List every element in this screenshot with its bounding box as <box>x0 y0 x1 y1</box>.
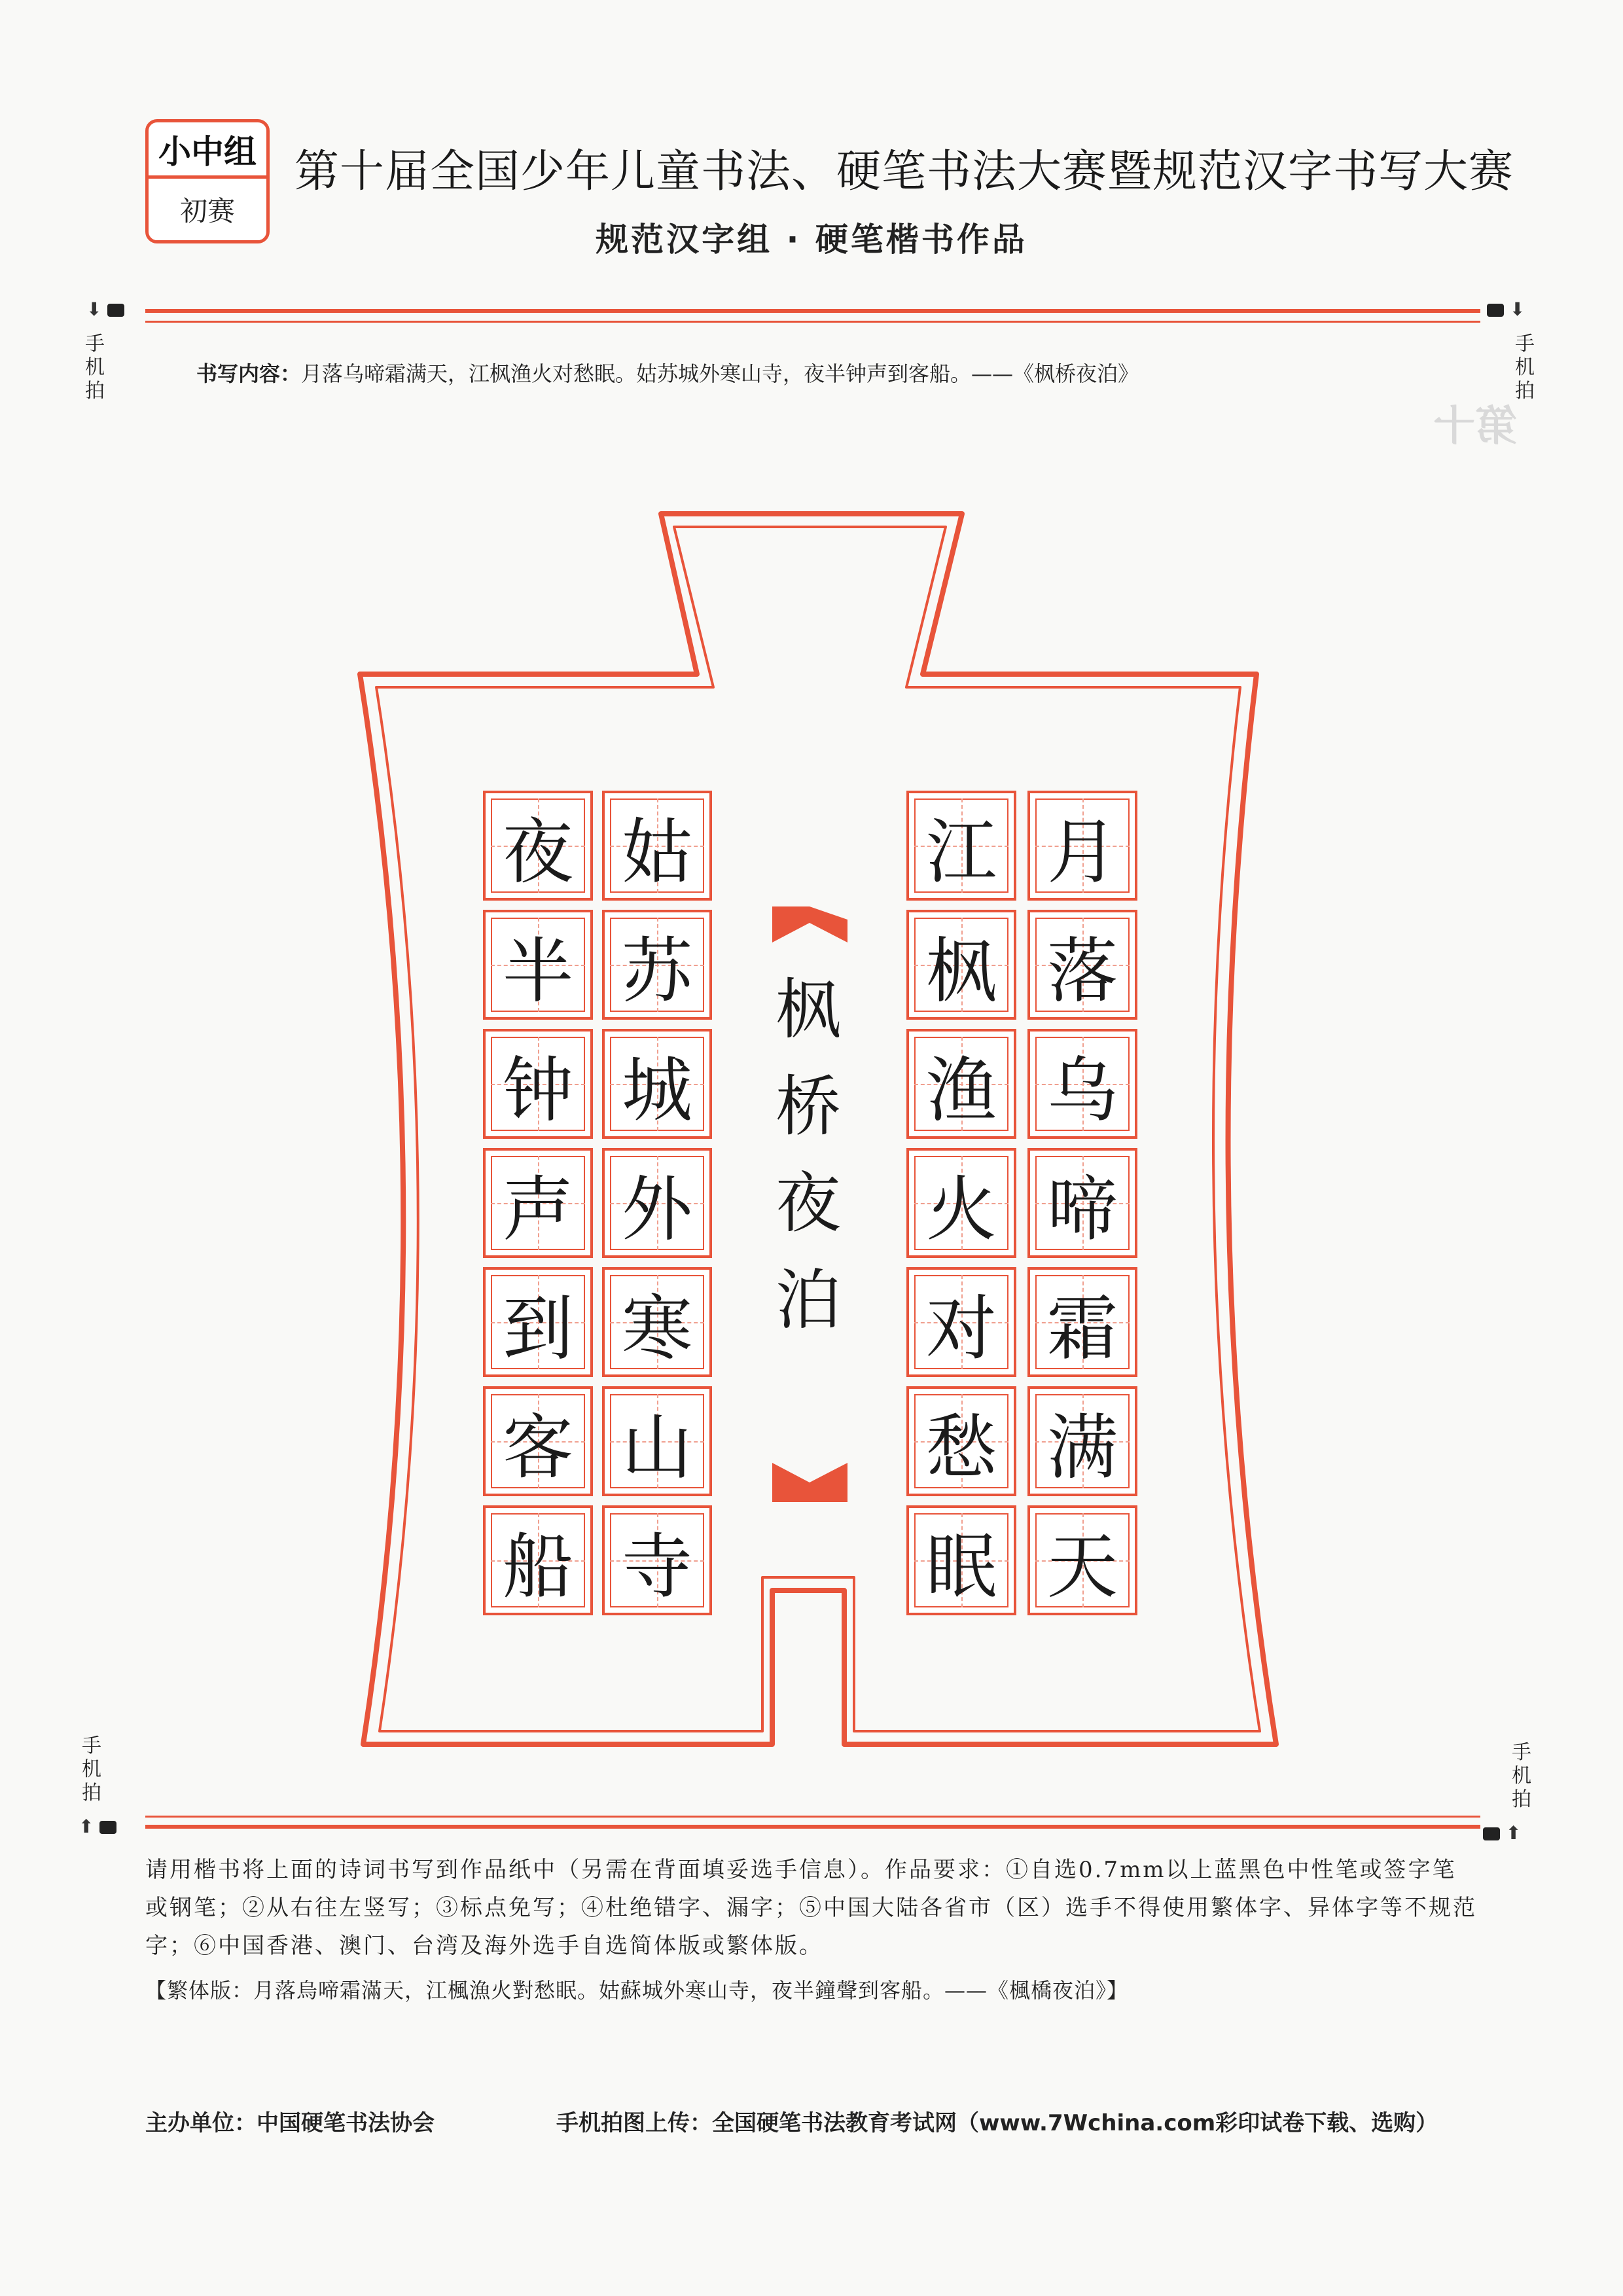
grid-cell <box>1027 910 1137 1020</box>
handwritten-char: 愁 <box>925 1407 997 1489</box>
handwritten-char: 江 <box>925 811 997 893</box>
handwritten-char: 苏 <box>621 930 692 1013</box>
grid-cell <box>483 1505 593 1615</box>
grid-cell <box>1027 791 1137 901</box>
bottom-rule-thin <box>145 1816 1480 1818</box>
handwritten-char: 满 <box>1046 1407 1118 1489</box>
grid-cell <box>602 1148 712 1258</box>
handwritten-char: 落 <box>1046 930 1118 1013</box>
handwritten-char: 姑 <box>621 811 692 893</box>
organizer: 主办单位：中国硬笔书法协会 <box>145 2110 435 2136</box>
handwritten-char: 乌 <box>1046 1049 1118 1132</box>
bottom-rule <box>145 1825 1480 1829</box>
grid-cell <box>906 1386 1016 1496</box>
grid-cell <box>906 1029 1016 1139</box>
handwritten-char: 钟 <box>502 1049 573 1132</box>
handwritten-char: 枫 <box>925 930 997 1013</box>
grid-cell <box>1027 1267 1137 1377</box>
phone-note-top-right: 手机拍 <box>1515 332 1535 403</box>
grid-cell <box>602 910 712 1020</box>
camera-icon-bottom-right: ⬆ <box>1483 1822 1521 1844</box>
phone-note-bottom-left: 手机拍 <box>82 1734 101 1804</box>
grid-cell <box>906 1505 1016 1615</box>
handwritten-char: 月 <box>1046 811 1118 893</box>
handwritten-char: 客 <box>502 1407 573 1489</box>
handwritten-char: 夜 <box>502 811 573 893</box>
poem-title-char: 夜 <box>776 1165 841 1242</box>
grid-cell <box>483 910 593 1020</box>
poem-title-char: 泊 <box>776 1262 841 1338</box>
bleed-through-text: 第十 <box>1433 403 1517 451</box>
grid-cell <box>483 1386 593 1496</box>
grid-cell <box>483 791 593 901</box>
grid-cell <box>602 791 712 901</box>
phone-note-bottom-right: 手机拍 <box>1512 1741 1531 1811</box>
page-subtitle: 规范汉字组 · 硬笔楷书作品 <box>596 221 1027 259</box>
poem-title-column <box>759 956 857 1343</box>
handwritten-char: 外 <box>621 1168 692 1251</box>
camera-icon-top-right: ⬇ <box>1487 298 1525 320</box>
handwritten-char: 寒 <box>621 1287 692 1370</box>
handwritten-char: 城 <box>621 1049 692 1132</box>
grid-cell <box>602 1505 712 1615</box>
poem-title-char: 枫 <box>776 971 841 1048</box>
grid-cell <box>602 1386 712 1496</box>
group-label: 小中组 <box>149 122 266 179</box>
grid-cell <box>602 1029 712 1139</box>
grid-cell <box>483 1148 593 1258</box>
phone-note-top-left: 手机拍 <box>85 332 105 403</box>
title-marker-bottom <box>772 1463 847 1502</box>
handwritten-char: 啼 <box>1046 1168 1118 1251</box>
page-title: 第十届全国少年儿童书法、硬笔书法大赛暨规范汉字书写大赛 <box>294 146 1514 198</box>
stage-label: 初赛 <box>179 195 235 227</box>
handwritten-char: 到 <box>502 1287 573 1370</box>
handwritten-char: 船 <box>502 1526 573 1608</box>
handwritten-char: 半 <box>502 930 573 1013</box>
handwritten-char: 声 <box>502 1168 573 1251</box>
traditional-version: 【繁体版：月落烏啼霜滿天，江楓漁火對愁眠。姑蘇城外寒山寺，夜半鐘聲到客船。——《楓橋夜泊》】 <box>145 1978 1129 2003</box>
grid-cell <box>1027 1386 1137 1496</box>
grid-cell <box>483 1029 593 1139</box>
grid-cell <box>602 1267 712 1377</box>
grid-cell <box>906 1267 1016 1377</box>
grid-cell <box>1027 1029 1137 1139</box>
grid-cell <box>906 910 1016 1020</box>
upload-info: 手机拍图上传：全国硬笔书法教育考试网（www.7Wchina.com彩印试卷下载、选购） <box>556 2110 1438 2136</box>
grid-cell <box>1027 1148 1137 1258</box>
handwritten-char: 对 <box>925 1287 997 1370</box>
grid-cell <box>906 791 1016 901</box>
handwritten-char: 火 <box>925 1168 997 1251</box>
grid-cell <box>1027 1505 1137 1615</box>
poem-title-char: 桥 <box>776 1068 841 1145</box>
camera-icon-bottom-left: ⬆ <box>79 1816 116 1837</box>
handwritten-char: 山 <box>621 1407 692 1489</box>
content-label: 书写内容： <box>196 361 302 386</box>
instructions: 请用楷书将上面的诗词书写到作品纸中（另需在背面填妥选手信息）。作品要求：①自选0.7mm以上蓝黑色中性笔或签字笔或钢笔；②从右往左竖写；③标点免写；④杜绝错字、漏字；⑤中国大陆各省市（区）选手不得使用繁体字、异体字等不规范字；⑥中国香港、澳门、台湾及海外选手自选简体版或繁体版。 <box>145 1857 1477 1959</box>
handwritten-char: 寺 <box>621 1526 692 1608</box>
content-text: 月落乌啼霜满天，江枫渔火对愁眠。姑苏城外寒山寺，夜半钟声到客船。——《枫桥夜泊》 <box>301 361 1139 386</box>
camera-icon-top-left: ⬇ <box>86 298 124 320</box>
grid-cell <box>483 1267 593 1377</box>
handwritten-char: 天 <box>1046 1526 1118 1608</box>
title-marker-top <box>772 906 847 942</box>
handwritten-char: 眠 <box>925 1526 997 1608</box>
handwritten-char: 渔 <box>925 1049 997 1132</box>
grid-cell <box>906 1148 1016 1258</box>
handwritten-char: 霜 <box>1046 1287 1118 1370</box>
